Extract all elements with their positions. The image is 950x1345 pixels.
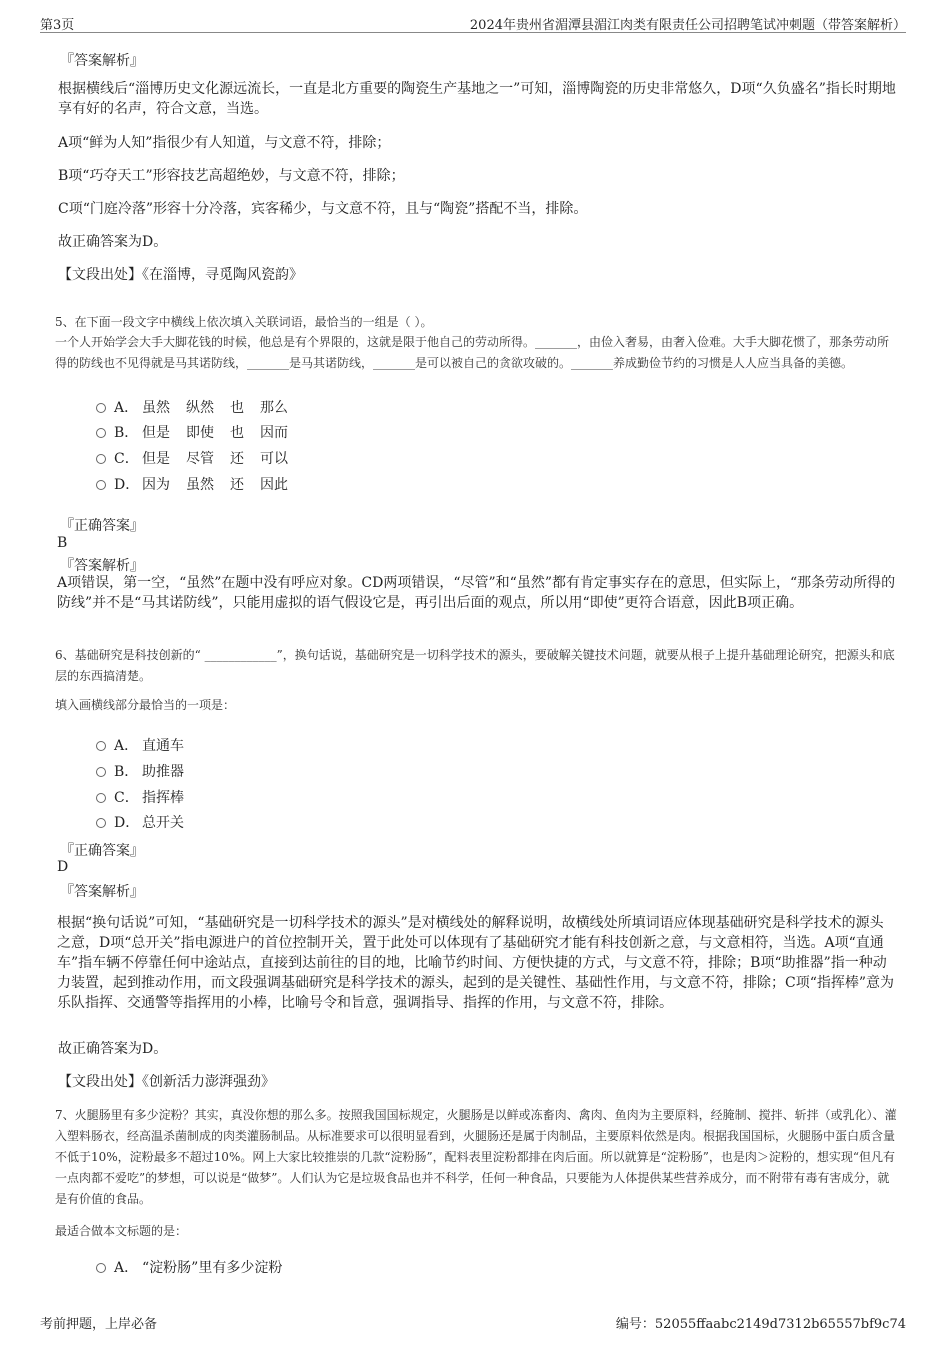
question-prompt: 填入画横线部分最恰当的一项是： (55, 698, 236, 712)
analysis-label: 『答案解析』 (60, 884, 144, 900)
radio-button[interactable] (96, 767, 106, 777)
radio-button[interactable] (96, 793, 106, 803)
option-a[interactable]: A． 虽然 纵然 也 那么 (96, 397, 304, 417)
question-passage: 一个人开始学会大手大脚花钱的时候，他总是有个界限的，这就是限于他自己的劳动所得。_______，由俭入奢易，由奢入俭难。大手大脚花惯了，那条劳动所得的防线也不见得就是马其诺防线，_______是马其诺防线，_______是可以被自己的贪欲攻破的。_______养成勤俭节约的习惯是人人应当具备的美德。 (55, 335, 890, 370)
radio-button[interactable] (96, 741, 106, 751)
radio-button[interactable] (96, 428, 106, 438)
radio-button[interactable] (96, 403, 106, 413)
conclusion-text: 故正确答案为D。 (58, 1041, 168, 1057)
answer-value: D (57, 859, 69, 875)
question-stem: 6、基础研究是科技创新的“ ____________”，换句话说，基础研究是一切科学技术的源头，要破解关键技术问题，就要从根子上提升基础理论研究，把源头和底层的东西搞清楚。 (55, 648, 895, 683)
analysis-text: C项“门庭冷落”形容十分冷落，宾客稀少，与文意不符，且与“陶瓷”搭配不当，排除。 (58, 201, 588, 217)
analysis-text: 根据“换句话说”可知，“基础研究是一切科学技术的源头”是对横线处的解释说明，故横线处所填词语应体现基础研究是科学技术的源头之意，D项“总开关”指电源进户的首位控制开关，置于此处可以体现有了基础研究才能有科技创新之意，与文意相符，当选。A项“直通车”指车辆不停靠任何中途站点，直接到达前往的目的地，比喻节约时间、方便快捷的方式，与文意不符，排除；B项“助推器”指一种动力装置，起到推动作用，而文段强调基础研究是科学技术的源头，起到的是关键性、基础性作用，与文意不符，排除；C项“指挥棒”意为乐队指挥、交通警等指挥用的小棒，比喻号令和旨意，强调指导、指挥的作用，与文意不符，排除。 (57, 915, 895, 1011)
option-a[interactable]: A． 直通车 (96, 735, 184, 755)
footer-slogan: 考前押题，上岸必备 (40, 1317, 158, 1332)
source-citation: 【文段出处】《创新活力澎湃强劲》 (58, 1074, 275, 1090)
radio-button[interactable] (96, 480, 106, 490)
option-d[interactable]: D． 因为 虽然 还 因此 (96, 474, 304, 494)
radio-button[interactable] (96, 454, 106, 464)
analysis-text: A项“鲜为人知”指很少有人知道，与文意不符，排除； (58, 135, 391, 151)
radio-button[interactable] (96, 1263, 106, 1273)
footer-serial: 编号：52055ffaabc2149d7312b65557bf9c74 (615, 1317, 906, 1332)
conclusion-text: 故正确答案为D。 (58, 234, 168, 250)
answer-label: 『正确答案』 (60, 843, 144, 859)
option-d[interactable]: D． 总开关 (96, 812, 184, 832)
source-citation: 【文段出处】《在淄博，寻觅陶风瓷韵》 (58, 267, 303, 283)
analysis-text: B项“巧夺天工”形容技艺高超绝妙，与文意不符，排除； (58, 168, 405, 184)
option-b[interactable]: B． 助推器 (96, 761, 184, 781)
question-prompt: 最适合做本文标题的是： (55, 1224, 188, 1238)
answer-label: 『正确答案』 (60, 518, 144, 534)
document-title: 2024年贵州省湄潭县湄江肉类有限责任公司招聘笔试冲刺题（带答案解析） (469, 18, 906, 33)
radio-button[interactable] (96, 818, 106, 828)
analysis-label: 『答案解析』 (60, 53, 144, 69)
question-passage: 7、火腿肠里有多少淀粉？其实，真没你想的那么多。按照我国国标规定，火腿肠是以鲜或冻畜肉、禽肉、鱼肉为主要原料，经腌制、搅拌、斩拌（或乳化）、灌入塑料肠衣，经高温杀菌制成的肉类灌肠制品。从标准要求可以很明显看到，火腿肠还是属于肉制品，主要原料依然是肉。根据我国国标，火腿肠中蛋白质含量不低于10%，淀粉最多不超过10%。网上大家比较推崇的几款“淀粉肠”，配料表里淀粉都排在肉后面。所以就算是“淀粉肠”，也是肉＞淀粉的，想实现“但凡有一点肉都不爱吃”的梦想，可以说是“做梦”。人们认为它是垃圾食品也并不科学，任何一种食品，只要能为人体提供某些营养成分，而不附带有毒有害成分，就是有价值的食品。 (55, 1108, 897, 1206)
answer-value: B (57, 535, 68, 551)
option-a[interactable]: A． “淀粉肠”里有多少淀粉 (96, 1257, 282, 1277)
page-header (40, 12, 906, 33)
question-stem: 5、在下面一段文字中横线上依次填入关联词语，最恰当的一组是（ ）。 (55, 315, 433, 329)
analysis-text: 根据横线后“淄博历史文化源远流长，一直是北方重要的陶瓷生产基地之一”可知，淄博陶瓷的历史非常悠久，D项“久负盛名”指长时期地享有好的名声，符合文意，当选。 (58, 81, 896, 117)
analysis-label: 『答案解析』 (60, 558, 144, 574)
analysis-text: A项错误，第一空，“虽然”在题中没有呼应对象。CD两项错误，“尽管”和“虽然”都有肯定事实存在的意思，但实际上，“那条劳动所得的防线”并不是“马其诺防线”，只能用虚拟的语气假设它是，再引出后面的观点，所以用“即使”更符合语意，因此B项正确。 (57, 575, 896, 611)
option-c[interactable]: C． 但是 尽管 还 可以 (96, 448, 304, 468)
page-number: 第3页 (40, 18, 75, 33)
option-c[interactable]: C． 指挥棒 (96, 787, 184, 807)
option-b[interactable]: B． 但是 即使 也 因而 (96, 422, 304, 442)
